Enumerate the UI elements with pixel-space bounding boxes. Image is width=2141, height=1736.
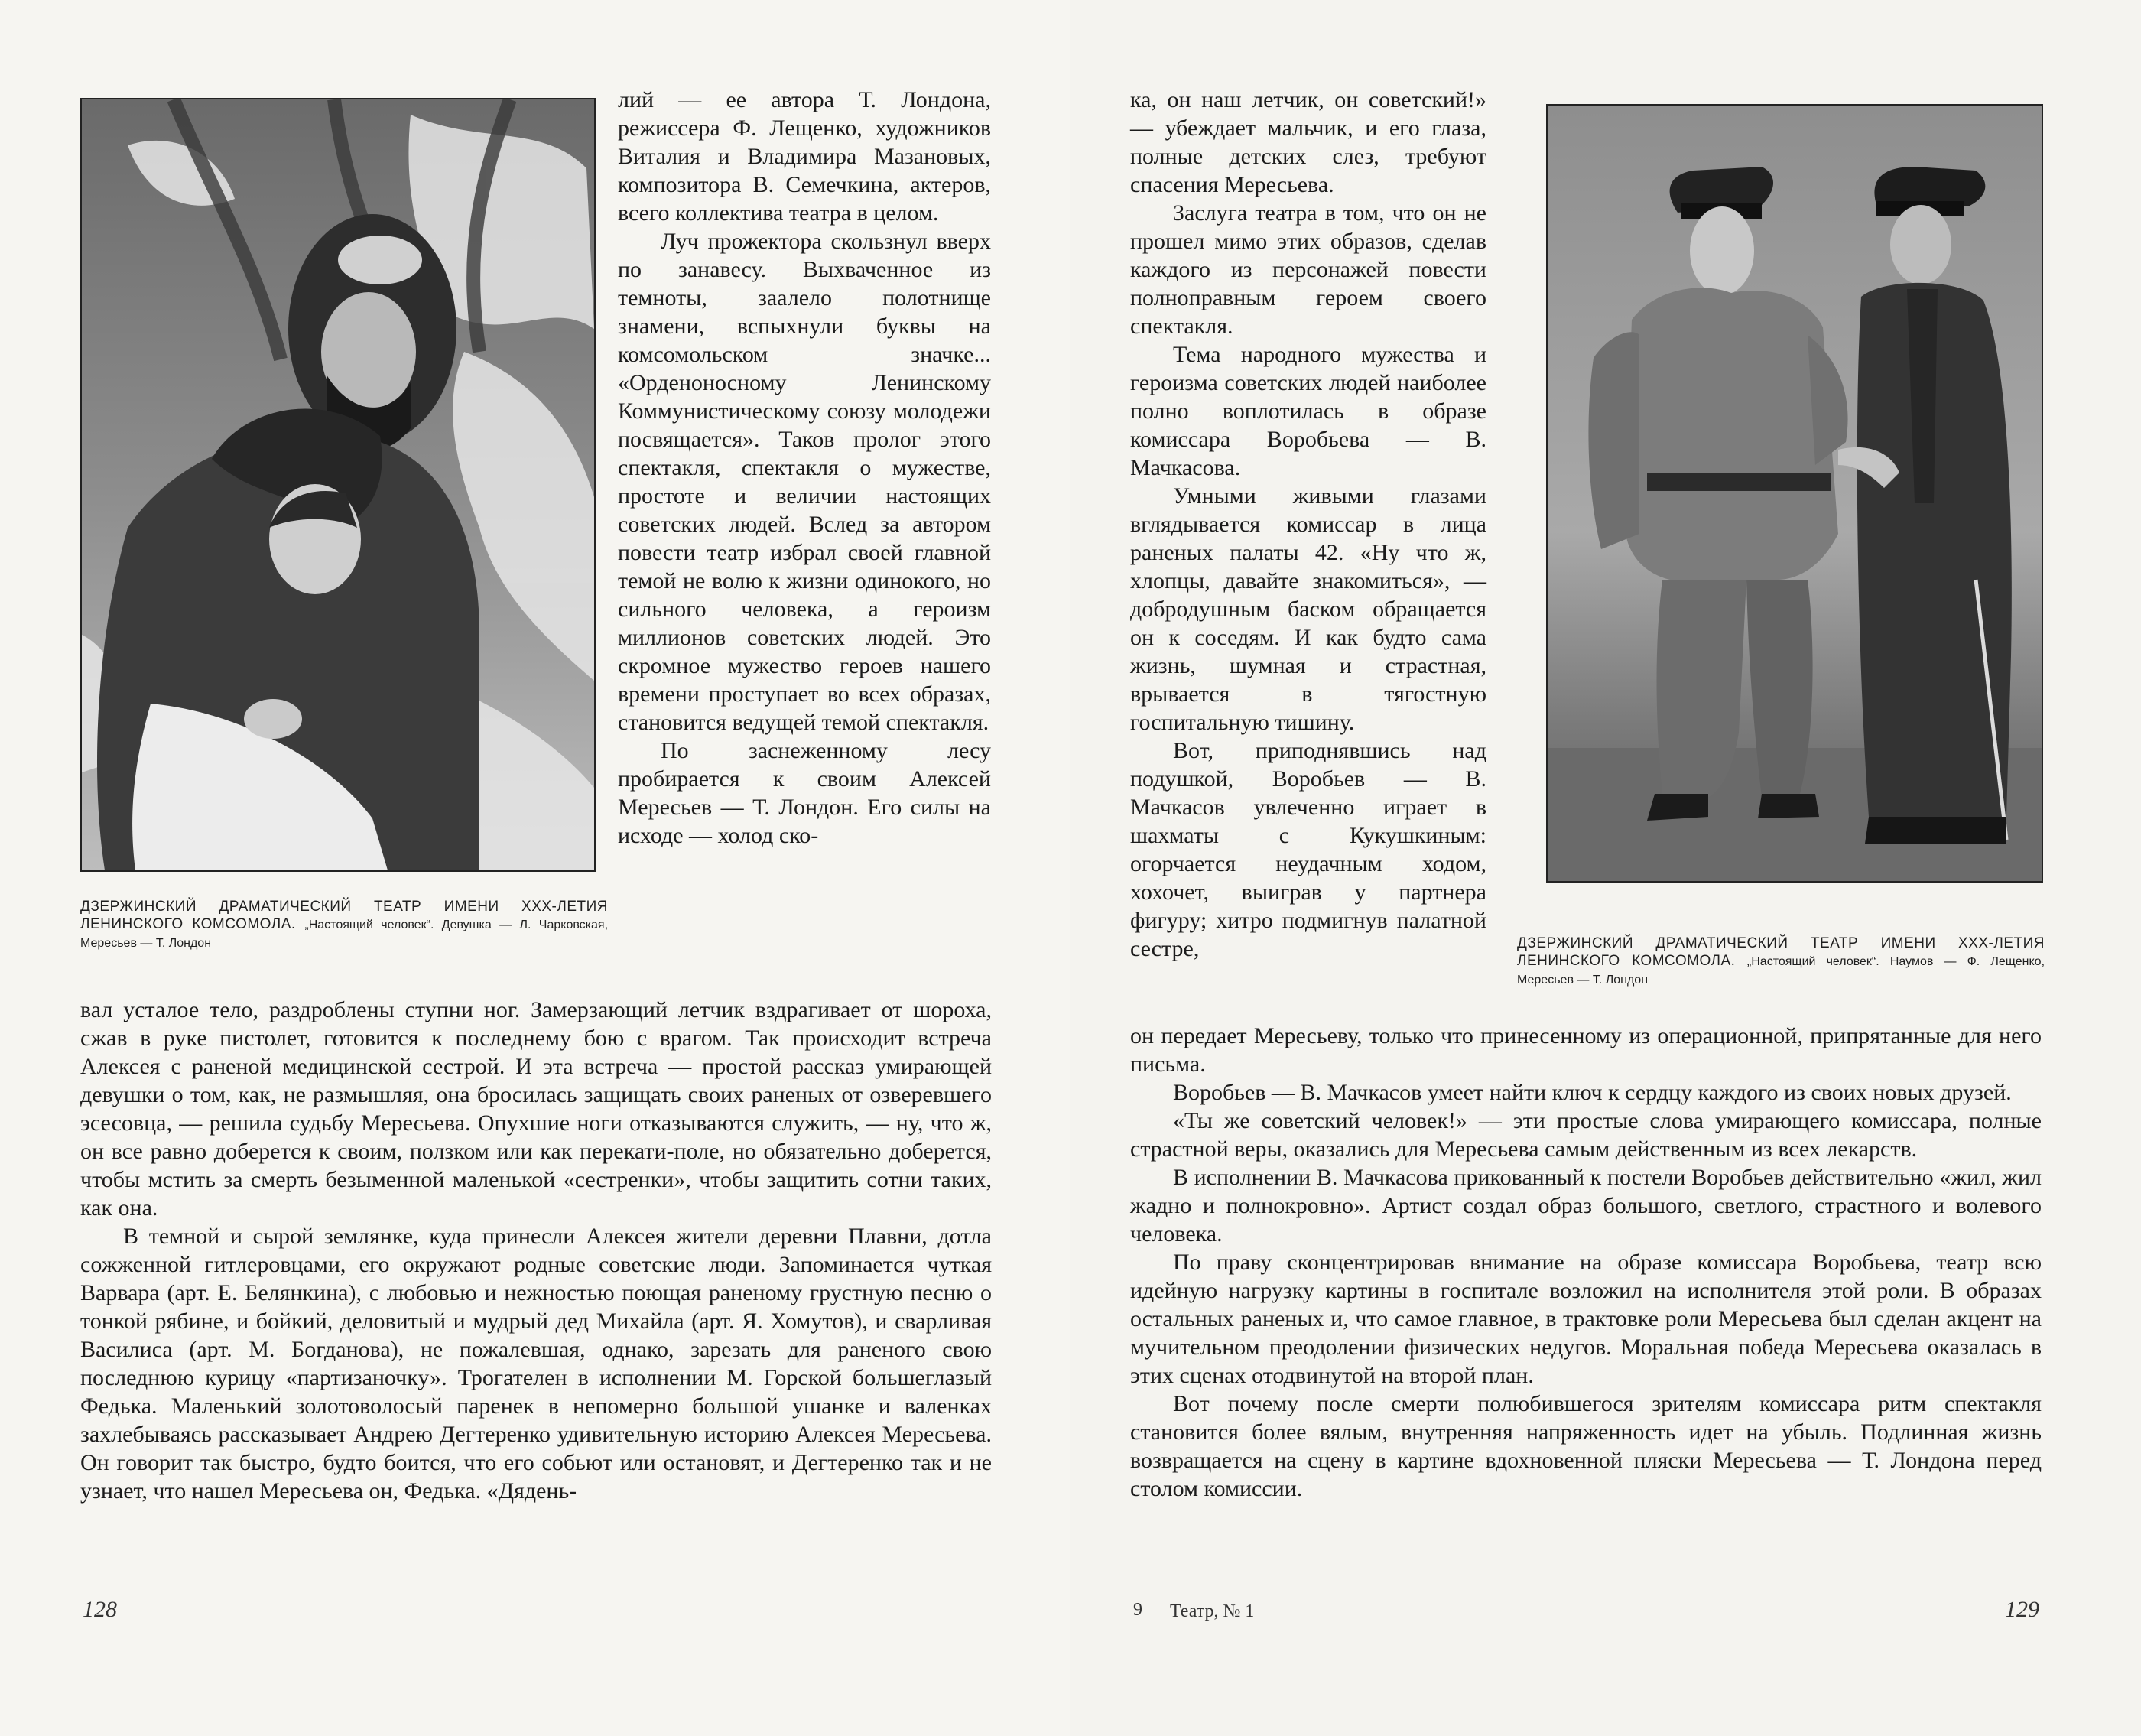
paragraph: он передает Мересьеву, только что принесенному из операционной, припрятанные для него письма. [1130,1023,2042,1077]
left-photo [80,98,596,872]
left-photo-image [82,99,594,870]
left-column-text [618,86,991,850]
right-caption-title: ДЗЕРЖИНСКИЙ ДРАМАТИЧЕСКИЙ ТЕАТР ИМЕНИ XXX-ЛЕТИЯ ЛЕНИНСКОГО КОМСОМОЛА. [1517,935,2045,969]
paragraph: Воробьев — В. Мачкасов умеет найти ключ к сердцу каждого из своих новых друзей. [1173,1080,2012,1105]
right-column-text [1130,86,1486,963]
paragraph: Вот почему после смерти полюбившегося зрителям комиссара ритм спектакля становится более вялым, внутренняя напряженность идет на убыль. Подлинная жизнь возвращается на сцену в картине вдохновенной пляски Мересьева — Т. Лондона перед столом комиссии. [1130,1391,2042,1501]
left-photo-caption [80,898,608,952]
left-caption-title: ДЗЕРЖИНСКИЙ ДРАМАТИЧЕСКИЙ ТЕАТР ИМЕНИ XXX-ЛЕТИЯ ЛЕНИНСКОГО КОМСОМОЛА. [80,899,608,932]
right-page [1070,0,2141,1736]
right-photo [1546,104,2043,883]
paragraph: Заслуга театра в том, что он не прошел мимо этих образов, сделав каждого из персонажей повести полноправным героем своего спектакля. [1130,200,1486,339]
right-page-number: 129 [2005,1597,2039,1622]
paragraph: Вот, приподнявшись над подушкой, Воробьев — В. Мачкасов увлеченно играет в шахматы с Кукушкиным: огорчается неудачным ходом, хохочет, выиграв у партнера фигуру; хитро подмигнув палатной сестре, [1130,738,1486,961]
right-full-width-text [1130,1022,2042,1503]
left-full-width-text [80,996,992,1505]
footer-journal-title: Театр, № 1 [1170,1601,1255,1621]
paragraph: Тема народного мужества и героизма советских людей наиболее полно воплотилась в образе комиссара Воробьева — В. Мачкасова. [1130,342,1486,480]
right-caption-credits: „Настоящий человек“. Наумов — Ф. Лещенко, Мересьев — Т. Лондон [1517,955,2045,987]
right-photo-caption [1517,935,2045,989]
paragraph: лий — ее автора Т. Лондона, режиссера Ф. Лещенко, художников Виталия и Владимира Мазановых, композитора В. Семечкина, актеров, всего коллектива театра в целом. [618,87,991,226]
left-page-number: 128 [83,1597,117,1622]
paragraph: ка, он наш летчик, он советский!» — убеждает мальчик, и его глаза, полные детских слез, требуют спасения Мересьева. [1130,87,1486,197]
paragraph: По заснеженному лесу пробирается к своим Алексей Мересьев — Т. Лондон. Его силы на исходе — холод ско- [618,738,991,848]
left-page [0,0,1070,1736]
paragraph: По праву сконцентрировав внимание на образе комиссара Воробьева, театр всю идейную нагрузку картины в госпитале возложил на исполнителя этой роли. В образах остальных раненых и, что самое главное, в трактовке роли Мересьева был сделан акцент на мучительном преодолении физических недугов. Моральная победа Мересьева оказалась в этих сценах отодвинутой на второй план. [1130,1250,2042,1388]
footer-signature: 9 [1133,1600,1142,1620]
paragraph: В темной и сырой землянке, куда принесли Алексея жители деревни Плавни, дотла сожженной гитлеровцами, его окружают родные советские люди. Запоминается чуткая Варвара (арт. Е. Белянкина), с любовью и нежностью поющая раненому грустную песню о тонкой рябине, и бойкий, деловитый и мудрый дед Михайла (арт. Я. Хомутов), и сварливая Василиса (арт. М. Богданова), не пожалевшая, однако, зарезать для раненого свою последнюю курицу «партизаночку». Трогателен в исполнении М. Горской большеглазый Федька. Маленький золотоволосый паренек в непомерно большой ушанке и валенках захлебываясь рассказывает Андрею Дегтеренко удивительную историю Алексея Мересьева. Он говорит так быстро, будто боится, что его собьют или остановят, и Дегтеренко так и не узнает, что нашел Мересьева он, Федька. «Дядень- [80,1224,992,1504]
paragraph: Луч прожектора скользнул вверх по занавесу. Выхваченное из темноты, заалело полотнище знамени, вспыхнули буквы на комсомольском значке... «Орденоносному Ленинскому Коммунистическому союзу молодежи посвящается». Таков пролог этого спектакля, спектакля о мужестве, простоте и величии настоящих советских людей. Вслед за автором повести театр избрал своей главной темой не волю к жизни одинокого, но сильного человека, а героизм миллионов советских людей. Это скромное мужество героев нашего времени проступает во всех образах, становится ведущей темой спектакля. [618,229,991,735]
left-caption-credits: „Настоящий человек“. Девушка — Л. Чарковская, Мересьев — Т. Лондон [80,918,609,950]
paragraph: вал усталое тело, раздроблены ступни ног. Замерзающий летчик вздрагивает от шороха, сжав в руке пистолет, готовится к последнему бою с врагом. Так происходит встреча Алексея с раненой медицинской сестрой. И эта встреча — простой рассказ умирающей девушки о том, как, не размышляя, она бросилась защищать своих раненых от озверевшего эсесовца, — решила судьбу Мересьева. Опухшие ноги отказываются служить, — ну, что ж, он все равно доберется к своим, ползком или как перекати-поле, но обязательно доберется, чтобы мстить за смерть безыменной маленькой «сестренки», чтобы защитить сотни таких, как она. [80,997,992,1221]
paragraph: В исполнении В. Мачкасова прикованный к постели Воробьев действительно «жил, жил жадно и полнокровно». Артист создал образ большого, светлого, страстного и волевого человека. [1130,1165,2042,1247]
right-photo-image [1548,106,2042,881]
paragraph: «Ты же советский человек!» — эти простые слова умирающего комиссара, полные страстной веры, оказались для Мересьева самым действенным из всех лекарств. [1130,1108,2042,1162]
paragraph: Умными живыми глазами вглядывается комиссар в лица раненых палаты 42. «Ну что ж, хлопцы, давайте знакомиться», — добродушным баском обращается он к соседям. И как будто сама жизнь, шумная и страстная, врывается в тягостную госпитальную тишину. [1130,483,1486,735]
